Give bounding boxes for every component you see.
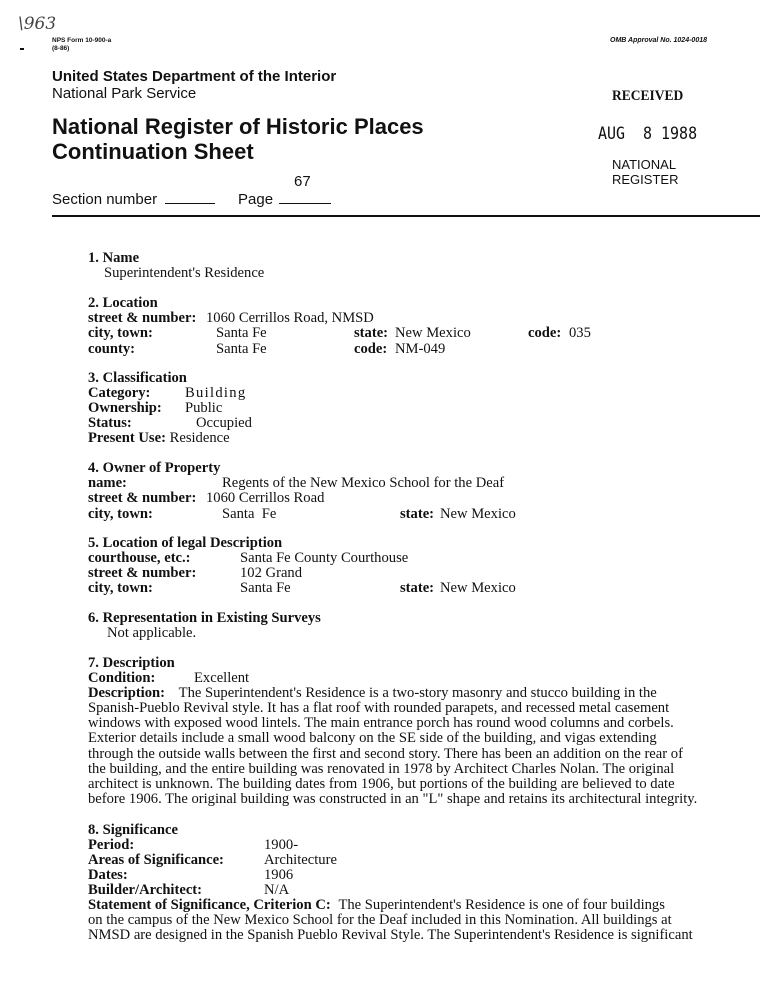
present-use-row xyxy=(88,431,230,446)
courthouse-label: courthouse, etc.: xyxy=(88,550,191,566)
legal-city-row xyxy=(88,581,688,596)
owner-street-row xyxy=(88,491,324,506)
section-4-heading: 4. Owner of Property xyxy=(88,460,221,476)
stamp-national: NATIONAL xyxy=(612,157,677,172)
ownership-label: Ownership: xyxy=(88,400,162,416)
ownership-row xyxy=(88,401,388,416)
description-line-1: Spanish-Pueblo Revival style. It has a flat roof with rounded parapets, and recessed metal casement xyxy=(88,700,670,716)
statement-line-1: on the campus of the New Mexico School for the Deaf included in this Nomination. All buildings at xyxy=(88,912,672,928)
page-subtitle: Continuation Sheet xyxy=(52,139,254,164)
owner-city-row xyxy=(88,507,688,522)
surveys-value: Not applicable. xyxy=(107,625,197,641)
section-1-heading: 1. Name xyxy=(88,250,140,266)
owner-street-value: 1060 Cerrillos Road xyxy=(206,490,325,506)
description-line-3: Exterior details include a small wood balcony on the SE side of the building, and vigas extending xyxy=(88,730,657,746)
location-code-label: code: xyxy=(528,325,562,341)
stamp-date: AUG 8 1988 xyxy=(598,124,698,144)
builder-value: N/A xyxy=(264,882,290,898)
owner-name-value: Regents of the New Mexico School for the Deaf xyxy=(222,475,505,491)
owner-name-row xyxy=(88,476,688,491)
areas-label: Areas of Significance: xyxy=(88,852,224,868)
omb-approval: OMB Approval No. 1024-0018 xyxy=(610,37,707,44)
location-county-label: county: xyxy=(88,341,136,357)
owner-state-value: New Mexico xyxy=(440,506,516,522)
location-county-value: Santa Fe xyxy=(216,341,267,357)
location-county-code-label: code: xyxy=(354,341,388,357)
service-name: National Park Service xyxy=(52,85,197,102)
legal-state-label: state: xyxy=(400,580,435,596)
location-state-label: state: xyxy=(354,325,389,341)
property-name: Superintendent's Residence xyxy=(104,265,265,281)
condition-row xyxy=(88,671,388,686)
location-street-label: street & number: xyxy=(88,310,197,326)
description-line-6: architect is unknown. The building dates from 1906, but portions of the building are believed to date xyxy=(88,776,675,792)
section-number-blank xyxy=(165,189,215,204)
section-6-heading: 6. Representation in Existing Surveys xyxy=(88,610,321,626)
dates-row xyxy=(88,868,488,883)
owner-state-label: state: xyxy=(400,506,435,522)
status-value: Occupied xyxy=(196,415,252,431)
header-divider xyxy=(52,215,760,217)
section-8-heading: 8. Significance xyxy=(88,822,178,838)
owner-name-label: name: xyxy=(88,475,127,491)
section-2-heading: 2. Location xyxy=(88,295,158,311)
location-county-code-value: NM-049 xyxy=(395,341,446,357)
statement-line-2: NMSD are designed in the Spanish Pueblo Revival Style. The Superintendent's Residence is significant xyxy=(88,927,693,943)
description-line-2: windows with exposed wood lintels. The main entrance porch has round wood columns and corbels. xyxy=(88,715,674,731)
section-number-label: Section number xyxy=(52,191,158,208)
ownership-value: Public xyxy=(185,400,223,416)
location-city-label: city, town: xyxy=(88,325,153,341)
present-use-value: Residence xyxy=(169,430,230,446)
builder-row xyxy=(88,883,488,898)
description-label: Description: xyxy=(88,685,166,701)
description-line-7: before 1906. The original building was constructed in an "L" shape and retains its architectural integrity. xyxy=(88,791,698,807)
statement-line-0 xyxy=(88,898,665,913)
period-value: 1900- xyxy=(264,837,299,853)
present-use-label: Present Use: xyxy=(88,430,166,446)
form-number: NPS Form 10-900-a xyxy=(52,37,112,44)
section-7-heading: 7. Description xyxy=(88,655,175,671)
location-city-value: Santa Fe xyxy=(216,325,267,341)
dash-mark xyxy=(20,48,24,50)
legal-street-row xyxy=(88,566,688,581)
courthouse-row xyxy=(88,551,688,566)
location-code-value: 035 xyxy=(569,325,591,341)
legal-city-value: Santa Fe xyxy=(240,580,291,596)
category-value: Building xyxy=(185,385,247,401)
owner-city-label: city, town: xyxy=(88,506,153,522)
page-number-value: 67 xyxy=(294,173,311,190)
status-row xyxy=(88,416,388,431)
builder-label: Builder/Architect: xyxy=(88,882,203,898)
legal-city-label: city, town: xyxy=(88,580,153,596)
condition-value: Excellent xyxy=(194,670,250,686)
legal-state-value: New Mexico xyxy=(440,580,516,596)
legal-street-value: 102 Grand xyxy=(240,565,303,581)
page-field xyxy=(238,189,331,208)
section-number-field xyxy=(52,189,215,208)
location-street-row xyxy=(88,311,374,326)
section-3-heading: 3. Classification xyxy=(88,370,187,386)
section-5-heading: 5. Location of legal Description xyxy=(88,535,283,551)
page-title: National Register of Historic Places xyxy=(52,114,424,139)
dates-label: Dates: xyxy=(88,867,128,883)
owner-street-label: street & number: xyxy=(88,490,197,506)
location-street-value: 1060 Cerrillos Road, NMSD xyxy=(206,310,374,326)
period-row xyxy=(88,838,488,853)
owner-city-value: Santa Fe xyxy=(222,506,277,522)
areas-row xyxy=(88,853,488,868)
location-city-row xyxy=(88,326,648,341)
handwritten-number: \963 xyxy=(18,14,57,34)
statement-label: Statement of Significance, Criterion C: xyxy=(88,897,331,913)
page-label: Page xyxy=(238,191,274,208)
description-line-5: the building, and the entire building was renovated in 1978 by Architect Charles Nolan. The original xyxy=(88,761,675,777)
dates-value: 1906 xyxy=(264,867,294,883)
description-text-0: The Superintendent's Residence is a two-story masonry and stucco building in the xyxy=(178,685,657,701)
location-state-value: New Mexico xyxy=(395,325,471,341)
stamp-received: RECEIVED xyxy=(612,88,684,104)
description-line-0 xyxy=(88,686,657,701)
page-blank xyxy=(279,189,331,204)
statement-text-0: The Superintendent's Residence is one of four buildings xyxy=(338,897,665,913)
legal-street-label: street & number: xyxy=(88,565,197,581)
period-label: Period: xyxy=(88,837,135,853)
courthouse-value: Santa Fe County Courthouse xyxy=(240,550,409,566)
status-label: Status: xyxy=(88,415,132,431)
stamp-register: REGISTER xyxy=(612,172,679,187)
form-date: (8-86) xyxy=(52,45,70,52)
condition-label: Condition: xyxy=(88,670,156,686)
location-county-row xyxy=(88,342,648,357)
areas-value: Architecture xyxy=(264,852,337,868)
description-line-4: through the outside walls between the first and second story. There has been an addition on the rear of xyxy=(88,746,683,762)
department-name: United States Department of the Interior xyxy=(52,68,337,85)
category-label: Category: xyxy=(88,385,151,401)
category-row xyxy=(88,386,388,401)
